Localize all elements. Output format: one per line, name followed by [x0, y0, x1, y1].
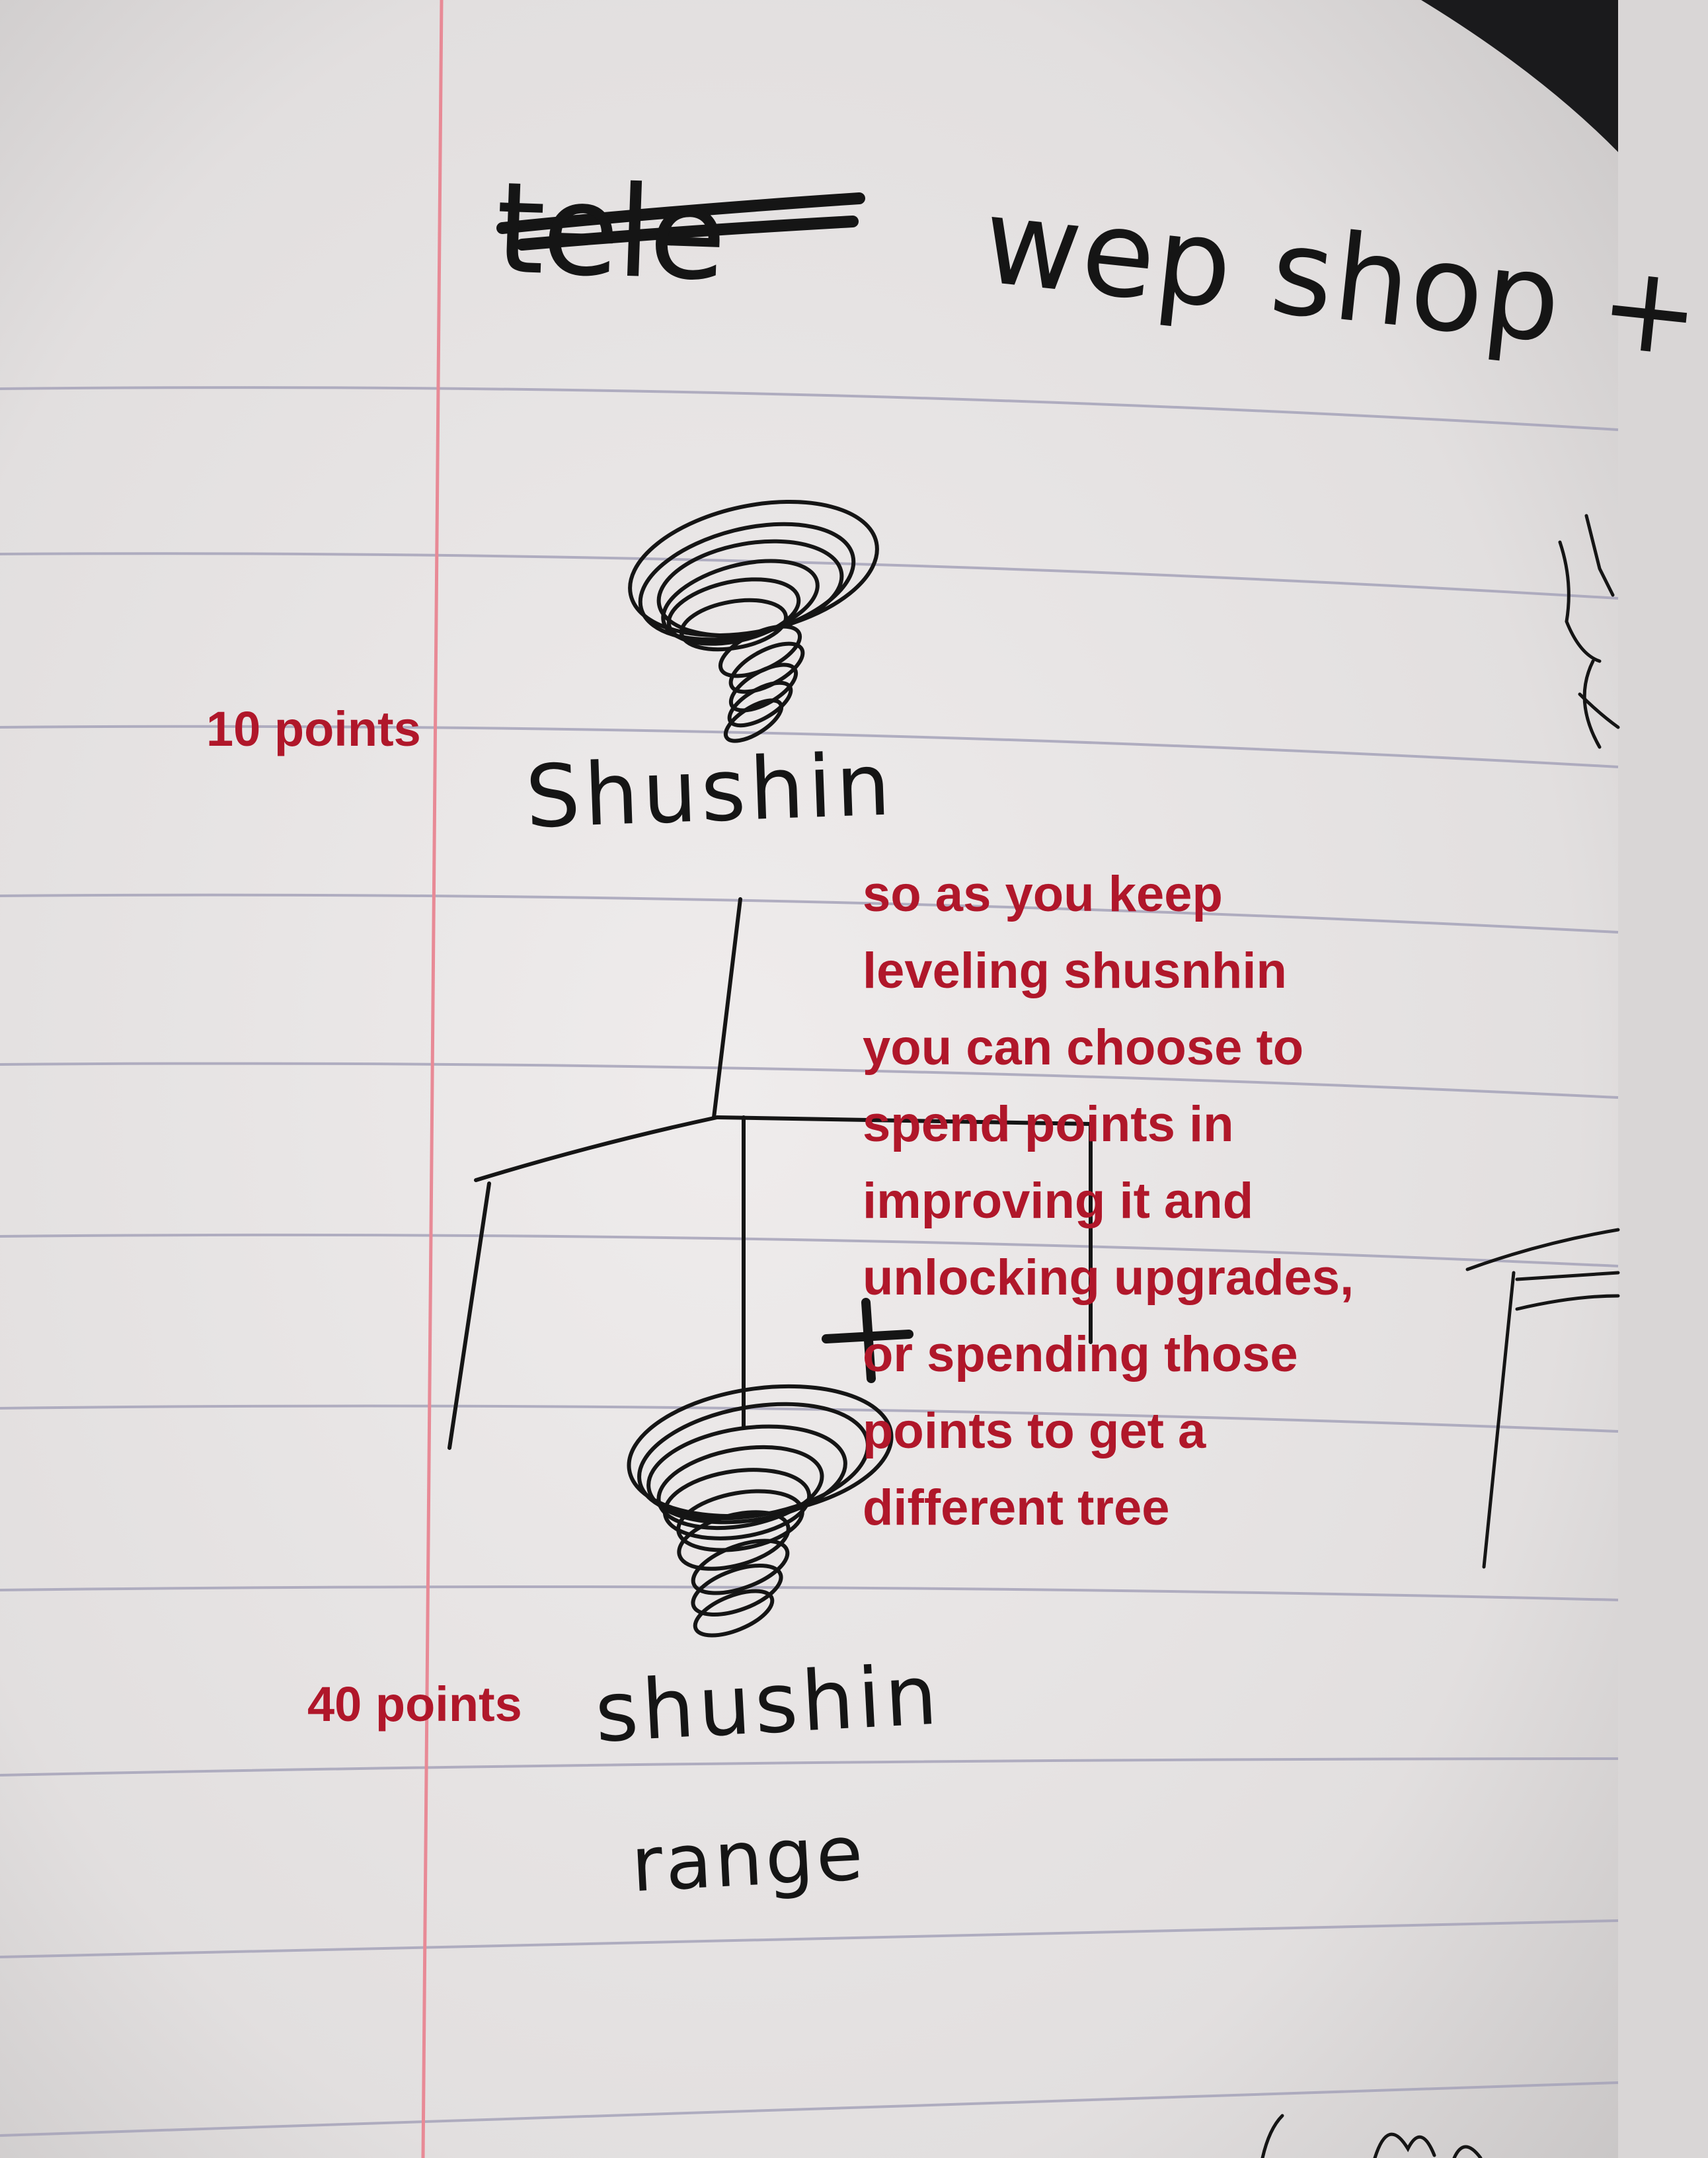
struck-title-word: tele	[493, 155, 726, 309]
points-cost-top: 10 points	[206, 701, 421, 756]
note-line: unlocking upgrades,	[863, 1250, 1354, 1306]
note-line: you can choose to	[863, 1019, 1304, 1076]
node-label-shushin: Shushin	[524, 734, 896, 848]
node-label-shushin-range: shushin	[592, 1647, 944, 1761]
points-cost-bottom: 40 points	[307, 1677, 522, 1732]
note-line: improving it and	[863, 1173, 1254, 1229]
node-sublabel-range: range	[629, 1808, 868, 1910]
explanation-note	[863, 856, 1354, 1546]
note-line: different tree	[863, 1480, 1170, 1536]
note-line: so as you keep	[863, 866, 1223, 922]
note-line: or spending those	[863, 1326, 1298, 1382]
note-line: points to get a	[863, 1403, 1206, 1459]
note-line: spend points in	[863, 1096, 1234, 1152]
note-line: leveling shusnhin	[863, 943, 1287, 999]
page-title: wep shop +	[977, 172, 1708, 385]
